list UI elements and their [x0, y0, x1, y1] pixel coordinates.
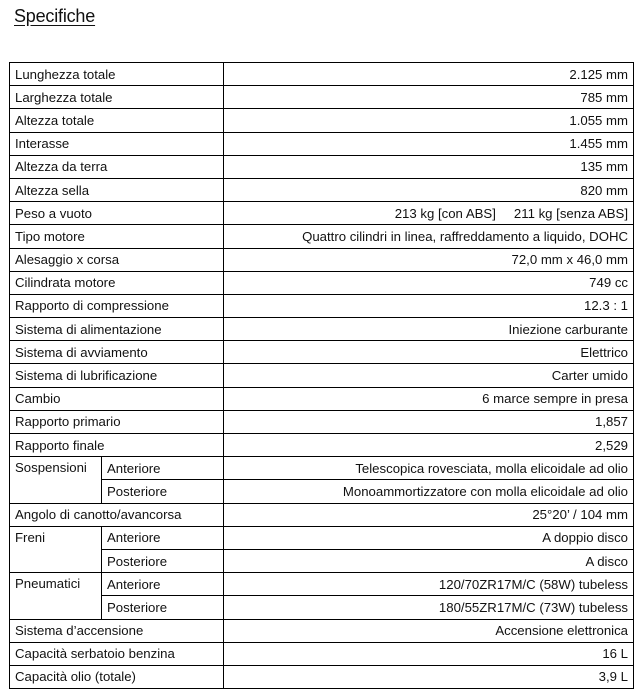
- spec-label: Rapporto di compressione: [10, 294, 224, 317]
- spec-value: 6 marce sempre in presa: [224, 387, 634, 410]
- spec-label: Sistema di alimentazione: [10, 318, 224, 341]
- spec-label: Angolo di canotto/avancorsa: [10, 503, 224, 526]
- table-row: [10, 410, 634, 433]
- table-row: [10, 155, 634, 178]
- spec-label: Peso a vuoto: [10, 202, 224, 225]
- spec-table: [9, 62, 634, 689]
- spec-value: 1,857: [224, 410, 634, 433]
- spec-value: Elettrico: [224, 341, 634, 364]
- group-label: Pneumatici: [10, 573, 102, 619]
- spec-value: Carter umido: [224, 364, 634, 387]
- table-row: [10, 178, 634, 201]
- spec-label: Altezza sella: [10, 178, 224, 201]
- table-row: [10, 202, 634, 225]
- sub-label: Anteriore: [102, 573, 224, 596]
- table-row: [10, 271, 634, 294]
- sub-label: Posteriore: [102, 596, 224, 619]
- spec-label: Cambio: [10, 387, 224, 410]
- spec-value: 749 cc: [224, 271, 634, 294]
- table-row: [10, 503, 634, 526]
- table-row: [10, 132, 634, 155]
- table-row: [10, 665, 634, 688]
- table-row: [10, 63, 634, 86]
- table-row: [10, 387, 634, 410]
- spec-value: 120/70ZR17M/C (58W) tubeless: [224, 573, 634, 596]
- table-row: [10, 573, 634, 596]
- spec-label: Sistema di lubrificazione: [10, 364, 224, 387]
- spec-value: 785 mm: [224, 86, 634, 109]
- table-row: [10, 642, 634, 665]
- table-row: [10, 248, 634, 271]
- spec-label: Rapporto finale: [10, 434, 224, 457]
- table-row: [10, 109, 634, 132]
- group-label: Sospensioni: [10, 457, 102, 503]
- sub-label: Anteriore: [102, 526, 224, 549]
- table-row: [10, 225, 634, 248]
- spec-label: Sistema di avviamento: [10, 341, 224, 364]
- table-row: [10, 596, 634, 619]
- spec-label: Altezza da terra: [10, 155, 224, 178]
- spec-label: Altezza totale: [10, 109, 224, 132]
- spec-value: A disco: [224, 549, 634, 572]
- spec-value: 12.3 : 1: [224, 294, 634, 317]
- spec-label: Capacità serbatoio benzina: [10, 642, 224, 665]
- spec-value: 820 mm: [224, 178, 634, 201]
- spec-value: Telescopica rovesciata, molla elicoidale ad olio: [224, 457, 634, 480]
- spec-value: 2.125 mm: [224, 63, 634, 86]
- spec-value: 1.455 mm: [224, 132, 634, 155]
- spec-value: Iniezione carburante: [224, 318, 634, 341]
- spec-value: 25°20’ / 104 mm: [224, 503, 634, 526]
- spec-label: Rapporto primario: [10, 410, 224, 433]
- spec-value: Accensione elettronica: [224, 619, 634, 642]
- sub-label: Anteriore: [102, 457, 224, 480]
- spec-label: Larghezza totale: [10, 86, 224, 109]
- spec-value: 135 mm: [224, 155, 634, 178]
- spec-label: Interasse: [10, 132, 224, 155]
- table-row: [10, 457, 634, 480]
- spec-value: A doppio disco: [224, 526, 634, 549]
- table-row: [10, 294, 634, 317]
- spec-label: Cilindrata motore: [10, 271, 224, 294]
- spec-value: 2,529: [224, 434, 634, 457]
- spec-label: Alesaggio x corsa: [10, 248, 224, 271]
- table-row: [10, 480, 634, 503]
- spec-value: 1.055 mm: [224, 109, 634, 132]
- spec-label: Lunghezza totale: [10, 63, 224, 86]
- spec-value: [224, 202, 634, 225]
- spec-value: 3,9 L: [224, 665, 634, 688]
- spec-value: 180/55ZR17M/C (73W) tubeless: [224, 596, 634, 619]
- sub-label: Posteriore: [102, 549, 224, 572]
- weight-abs: 213 kg [con ABS]: [394, 205, 496, 221]
- spec-value: 16 L: [224, 642, 634, 665]
- spec-value: Monoammortizzatore con molla elicoidale ad olio: [224, 480, 634, 503]
- table-row: [10, 86, 634, 109]
- spec-label: Sistema d’accensione: [10, 619, 224, 642]
- table-row: [10, 318, 634, 341]
- group-label: Freni: [10, 526, 102, 572]
- spec-label: Tipo motore: [10, 225, 224, 248]
- table-row: [10, 526, 634, 549]
- table-row: [10, 364, 634, 387]
- table-row: [10, 619, 634, 642]
- page-title: Specifiche: [14, 6, 96, 26]
- table-row: [10, 341, 634, 364]
- table-row: [10, 549, 634, 572]
- sub-label: Posteriore: [102, 480, 224, 503]
- table-row: [10, 434, 634, 457]
- spec-value: Quattro cilindri in linea, raffreddamento a liquido, DOHC: [224, 225, 634, 248]
- spec-value: 72,0 mm x 46,0 mm: [224, 248, 634, 271]
- weight-no-abs: 211 kg [senza ABS]: [513, 205, 629, 221]
- spec-label: Capacità olio (totale): [10, 665, 224, 688]
